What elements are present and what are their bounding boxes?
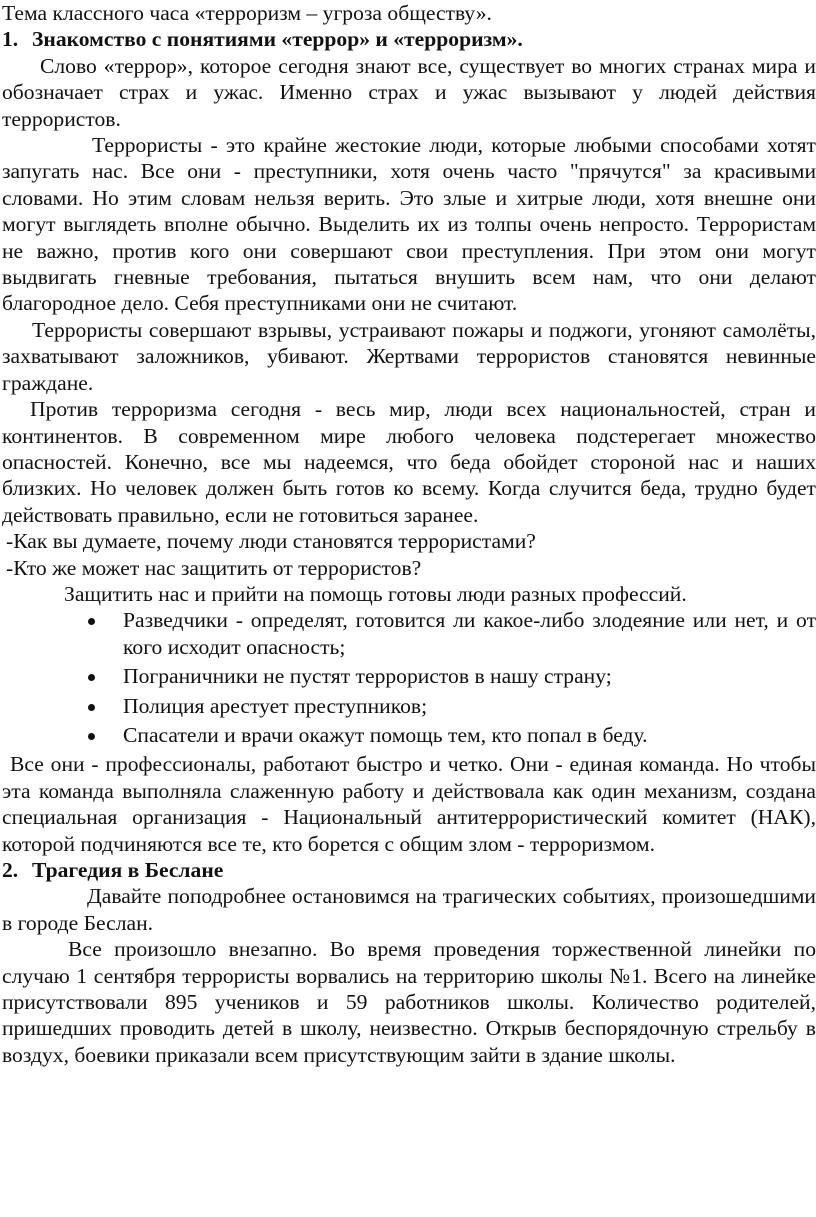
question-who-protects: -Кто же может нас защитить от террористов? [6,555,422,580]
paragraph-beslan-intro: Давайте поподробнее остановимся на трагических событиях, произошедшими в городе Беслан. [2,884,816,935]
list-item-police [2,693,816,719]
list-item-rescuers-doctors [2,722,816,748]
paragraph-professionals-team: Все они - профессионалы, работают быстро и четко. Они - единая команда. Но чтобы эта команда выполняла слаженную работу и действовала как один механизм, создана специальная организация - Национальный антитеррористический комитет (НАК), которой подчиняются все те, кто борется с общим злом - терроризмом. [2,752,816,856]
section-2-title: Трагедия в Беслане [32,858,224,882]
professions-list [2,607,816,748]
bullet-icon [88,733,95,740]
list-item-intelligence [2,607,816,660]
paragraph-beslan-events: Все произошло внезапно. Во время проведения торжественной линейки по случаю 1 сентября террористы ворвались на территорию школы №1. Всего на линейке присутствовали 895 учеников и 59 работников школы. Количество родителей, пришедших проводить детей в школу, неизвестно. Открыв беспорядочную стрельбу в воздух, боевики приказали всем присутствующим зайти в здание школы. [2,937,816,1067]
bullet-icon [88,618,95,625]
paragraph-terrorists-cruel: Террористы - это крайне жестокие люди, которые любыми способами хотят запугать нас. Все они - преступники, хотя очень часто "прячутся" за красивыми словами. Но этим словам нельзя верить. Это злые и хитрые люди, хотя внешне они могут выглядеть вполне обычно. Выделить их из толпы очень непросто. Террористам не важно, против кого они совершают свои преступления. При этом они могут выдвигать гневные требования, пытаться внушить всем нам, что они делают благородное дело. Себя преступниками они не считают. [2,133,816,316]
section-1-heading [2,26,816,52]
paragraph-terror-word: Слово «террор», которое сегодня знают все, существует во многих странах мира и обозначает страх и ужас. Именно страх и ужас вызывают у людей действия террористов. [2,53,816,131]
bullet-icon [88,704,95,711]
bullet-icon [88,674,95,681]
section-2-heading [2,857,816,883]
list-item-text: Пограничники не пустят террористов в нашу страну; [123,664,612,689]
section-1-number: 1. [2,27,19,52]
list-item-text: Разведчики - определят, готовится ли какое-либо злодеяние или нет, и от кого исходит опасность; [123,608,816,659]
list-item-text: Полиция арестует преступников; [123,693,428,718]
question-why: -Как вы думаете, почему люди становятся террористами? [6,529,536,554]
lesson-topic-line: Тема классного часа «терроризм – угроза обществу». [2,1,492,25]
paragraph-against-terrorism: Против терроризма сегодня - весь мир, люди всех национальностей, стран и континентов. В современном мире любого человека подстерегает множество опасностей. Конечно, все мы надеемся, что беда обойдет стороной нас и наших близких. Но человек должен быть готов ко всему. Когда случится беда, трудно будет действовать правильно, если не готовиться заранее. [2,397,816,527]
section-1-title: Знакомство с понятиями «террор» и «терроризм». [32,27,523,52]
list-item-border-guards [2,663,816,689]
section-2-number: 2. [2,858,19,882]
professions-lead-in: Защитить нас и прийти на помощь готовы люди разных профессий. [64,581,687,606]
list-item-text: Спасатели и врачи окажут помощь тем, кто попал в беду. [123,722,648,747]
paragraph-terrorist-acts: Террористы совершают взрывы, устраивают пожары и поджоги, угоняют самолёты, захватывают заложников, убивают. Жертвами террористов становятся невинные граждане. [2,317,816,395]
